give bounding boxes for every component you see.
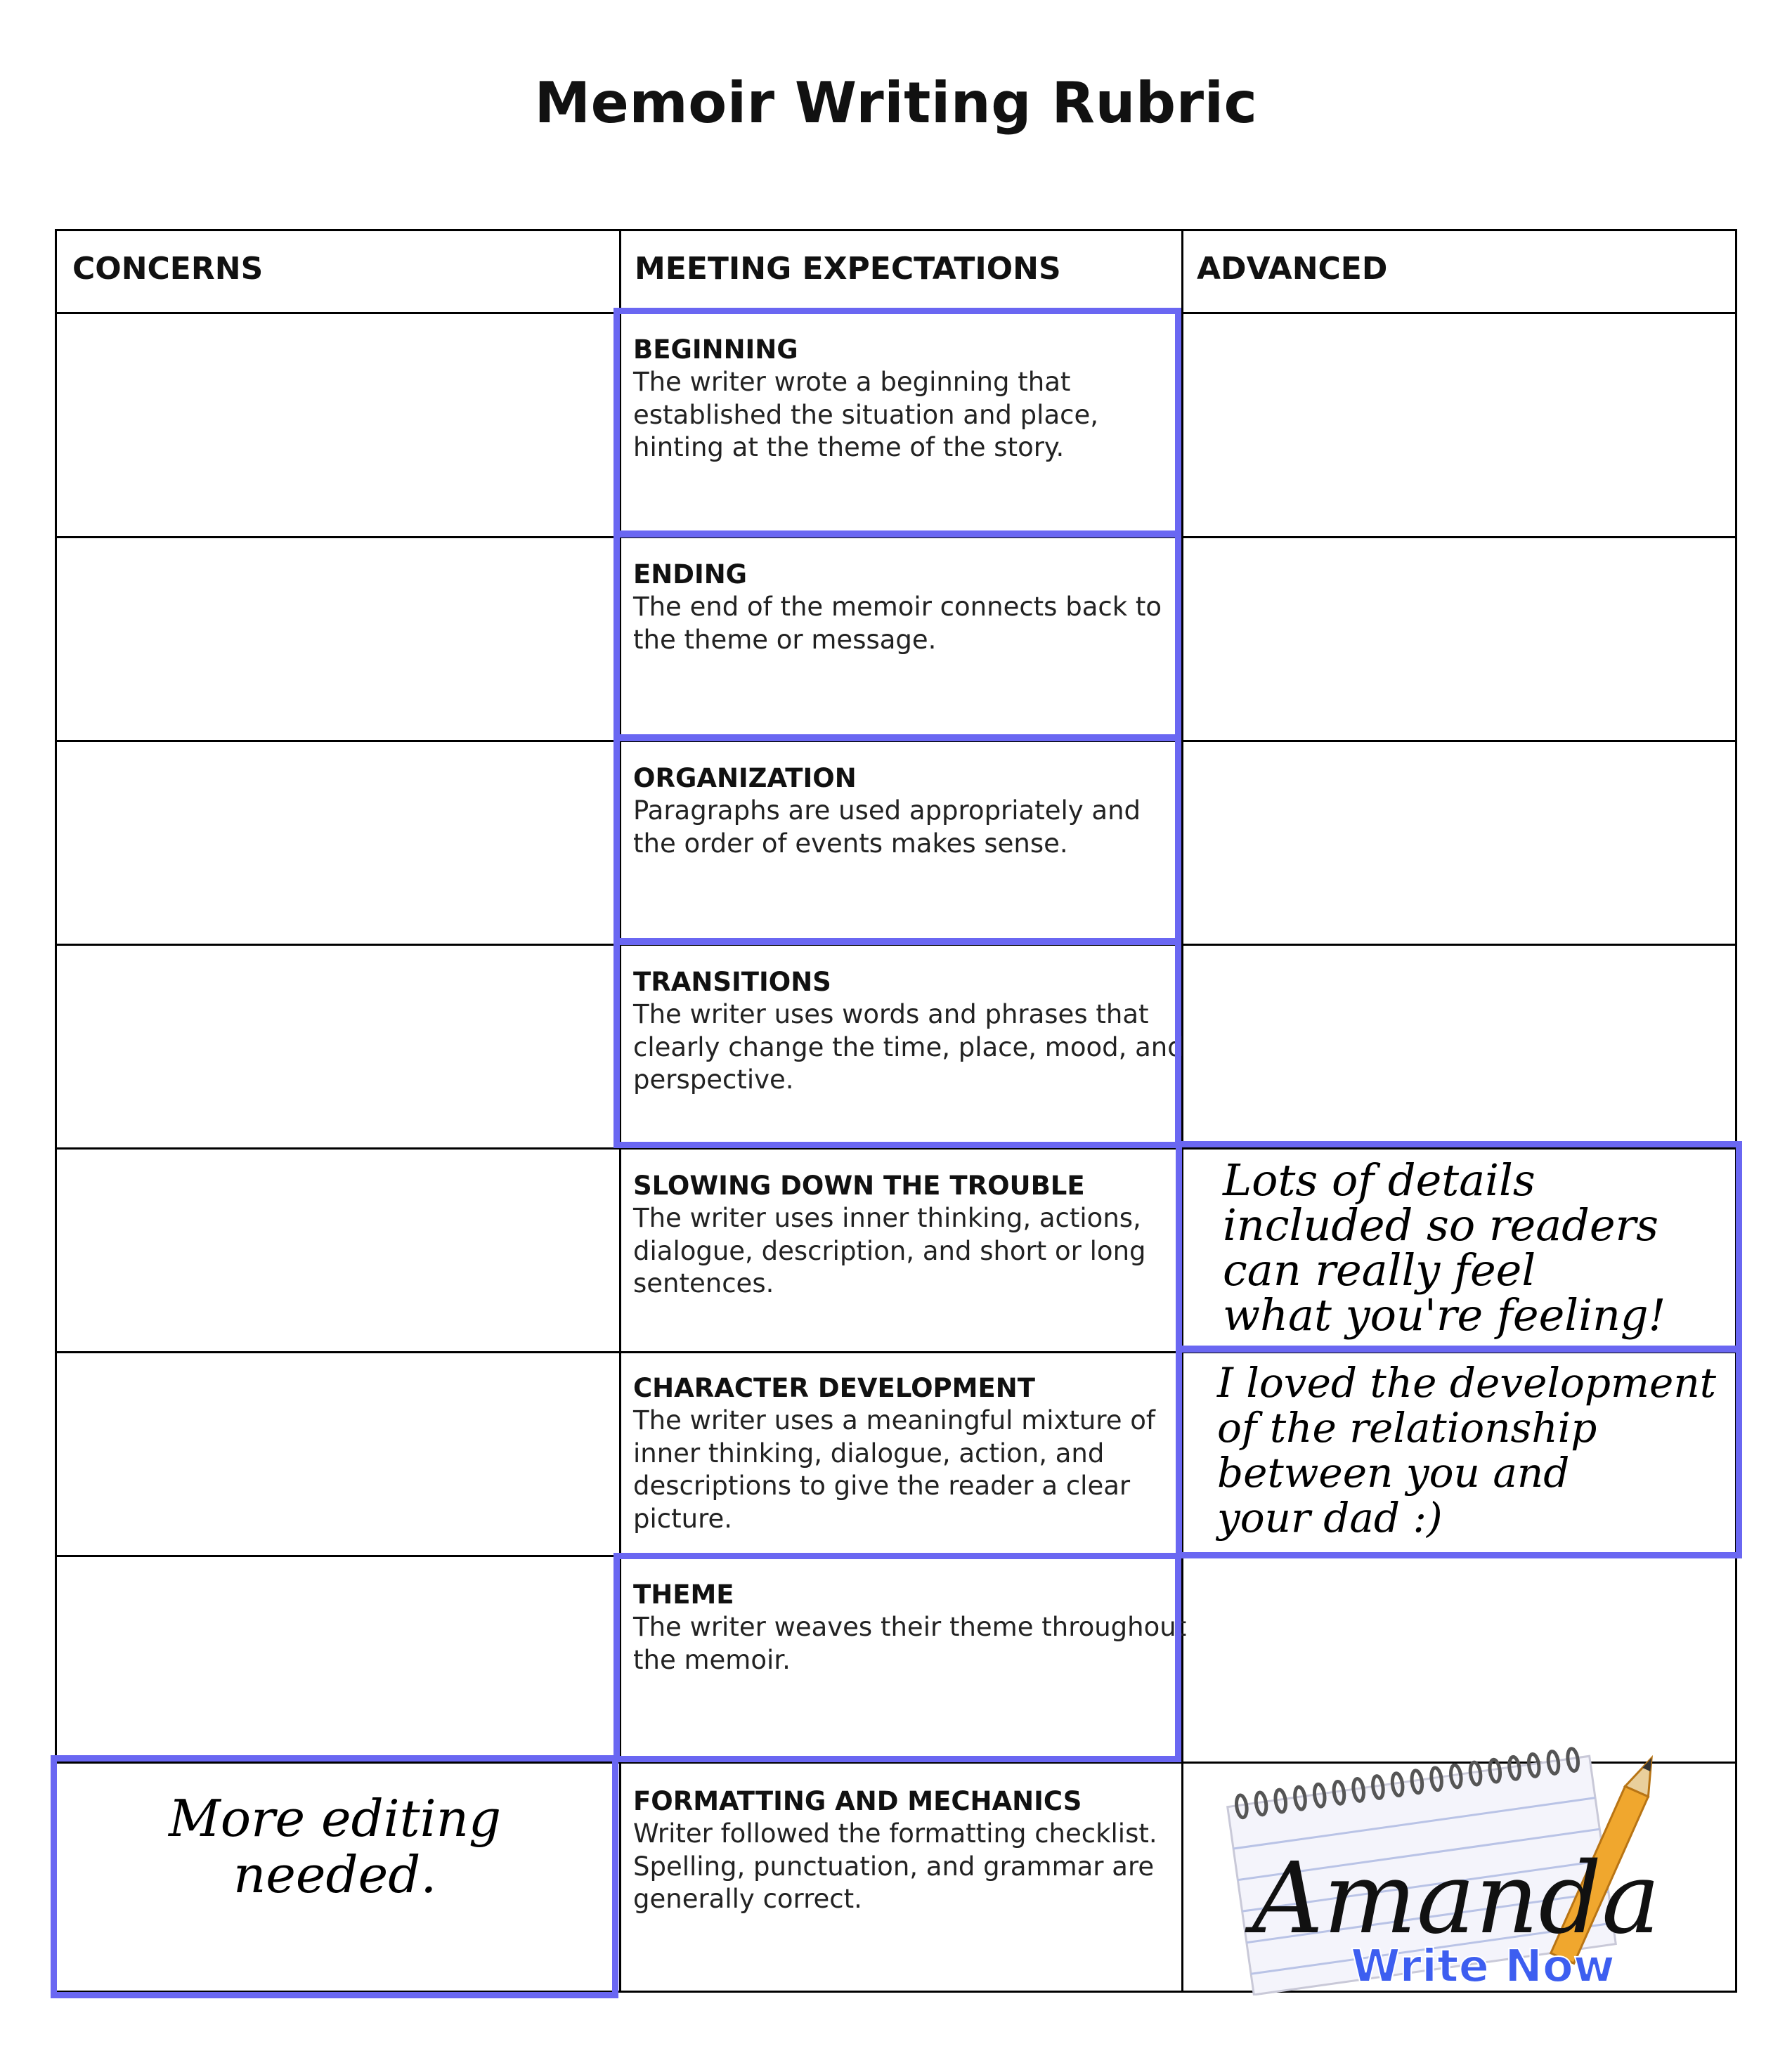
highlight-box (613, 735, 1181, 944)
criterion-description: The writer uses words and phrases that clearly change the time, place, mood, and perspective. (633, 999, 1184, 1095)
criterion-slowing-down-the-trouble (633, 1170, 1188, 1301)
logo-tagline: Write Now (1351, 1941, 1615, 1993)
amanda-write-now-logo (1210, 1728, 1674, 1995)
highlight-box (613, 308, 1181, 537)
criterion-description: The writer uses a meaningful mixture of inner thinking, dialogue, action, and descriptions to give the reader a clear picture. (633, 1405, 1155, 1534)
criterion-description: Paragraphs are used appropriately and the order of events makes sense. (633, 795, 1141, 859)
column-header-advanced: ADVANCED (1197, 251, 1388, 287)
handwritten-note-character: I loved the development of the relationship between you and your dad :) (1217, 1359, 1717, 1542)
criterion-heading: SLOWING DOWN THE TROUBLE (633, 1171, 1085, 1201)
column-header-concerns: CONCERNS (72, 251, 264, 287)
criterion-heading: ORGANIZATION (633, 763, 857, 793)
criterion-formatting-and-mechanics (633, 1785, 1188, 1916)
page-title: Memoir Writing Rubric (534, 70, 1258, 136)
logo-script-text: Amanda (1252, 1842, 1661, 1956)
criterion-description: The writer wrote a beginning that established the situation and place, hinting at the theme of the story. (633, 367, 1098, 462)
criterion-heading: CHARACTER DEVELOPMENT (633, 1373, 1035, 1403)
criterion-description: The writer uses inner thinking, actions, dialogue, description, and short or long sentences. (633, 1203, 1146, 1298)
handwritten-note-slowing-down: Lots of details included so readers can really feel what you're feeling! (1223, 1154, 1666, 1341)
column-divider (1181, 231, 1183, 1991)
highlight-box (613, 531, 1181, 741)
criterion-description: The writer weaves their theme throughout the memoir. (633, 1612, 1187, 1675)
criterion-character-development (633, 1372, 1188, 1535)
criterion-heading: TRANSITIONS (633, 967, 831, 997)
criterion-description: The end of the memoir connects back to the theme or message. (633, 592, 1162, 655)
highlight-box (613, 939, 1181, 1148)
highlight-box (613, 1553, 1181, 1762)
criterion-description: Writer followed the formatting checklist. Spelling, punctuation, and grammar are generally correct. (633, 1818, 1157, 1914)
handwritten-note-formatting: More editing needed. (169, 1789, 502, 1904)
criterion-heading: BEGINNING (633, 334, 798, 365)
notepad-pencil-illustration (1210, 1728, 1674, 1995)
criterion-heading: FORMATTING AND MECHANICS (633, 1786, 1082, 1816)
criterion-heading: THEME (633, 1580, 734, 1610)
column-header-meeting-expectations: MEETING EXPECTATIONS (635, 251, 1061, 287)
criterion-heading: ENDING (633, 559, 748, 590)
